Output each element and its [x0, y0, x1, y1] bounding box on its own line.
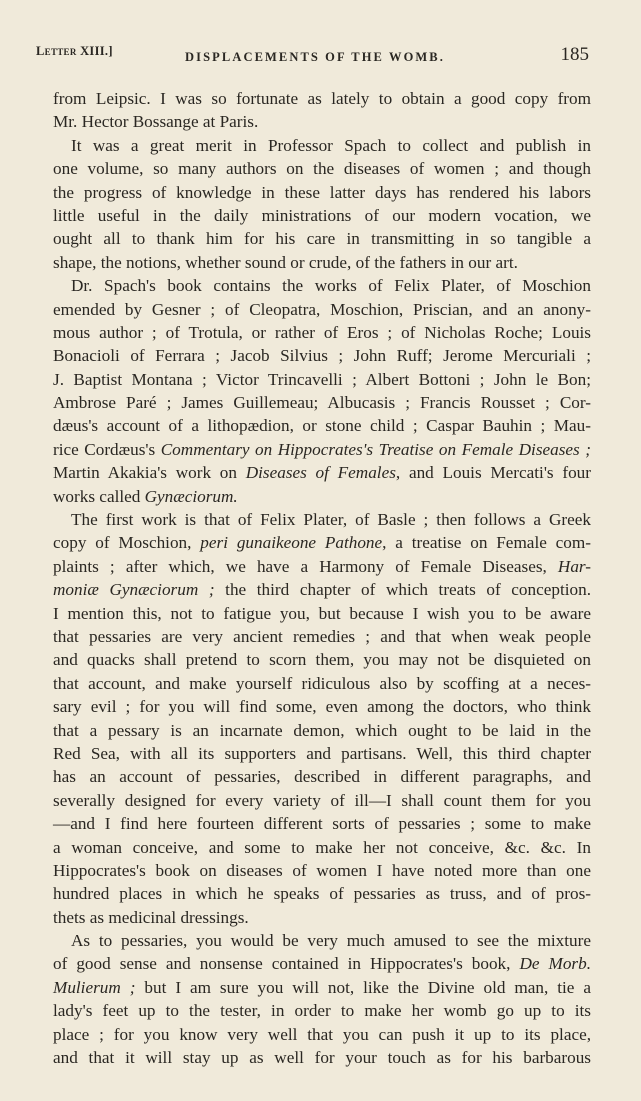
text-line: Martin Akakia's work on Diseases of Females, and Louis Mercati's four — [53, 463, 591, 483]
text-line: moniæ Gynæciorum ; the third chapter of which treats of conception. — [53, 580, 592, 600]
text-line: Dr. Spach's book contains the works of Felix Plater, of Moschion — [71, 276, 591, 296]
text-line: Ambrose Paré ; James Guillemeau; Albucasis ; Francis Rousset ; Cor- — [53, 393, 591, 413]
text-line: Mr. Hector Bossange at Paris. — [53, 112, 259, 132]
text-line: rice Cordæus's Commentary on Hippocrates's Treatise on Female Diseases ; — [53, 439, 591, 459]
chapter-marker: Letter XIII.] — [36, 44, 113, 58]
body-text — [53, 87, 591, 1069]
text-line: It was a great merit in Professor Spach to collect and publish in — [71, 135, 591, 155]
text-line: Red Sea, with all its supporters and partisans. Well, this third chapter — [53, 743, 591, 763]
text-line: As to pessaries, you would be very much amused to see the mixture — [71, 931, 591, 951]
text-line: the progress of knowledge in these latter days has rendered his labors — [53, 182, 591, 202]
text-line: J. Baptist Montana ; Victor Trincavelli ; Albert Bottoni ; John le Bon; — [53, 369, 591, 389]
text-line: little useful in the daily ministrations of our modern vocation, we — [53, 205, 591, 225]
text-line: Hippocrates's book on diseases of women I have noted more than one — [53, 860, 591, 880]
text-line: plaints ; after which, we have a Harmony of Female Diseases, Har- — [53, 556, 591, 576]
text-line: lady's feet up to the tester, in order to make her womb go up to its — [53, 1001, 591, 1021]
text-line: sary evil ; for you will find some, even among the doctors, who think — [53, 697, 591, 717]
text-line: Mulierum ; but I am sure you will not, like the Divine old man, tie a — [53, 977, 592, 997]
running-title: DISPLACEMENTS OF THE WOMB. — [185, 50, 445, 64]
page-number: 185 — [560, 44, 589, 65]
text-line: that a pessary is an incarnate demon, which ought to be laid in the — [53, 720, 591, 740]
text-line: thets as medicinal dressings. — [53, 907, 249, 927]
text-line: that pessaries are very ancient remedies ; and that when weak people — [53, 626, 591, 646]
text-line: place ; for you know very well that you can push it up to its place, — [53, 1024, 591, 1044]
text-line: has an account of pessaries, described in different paragraphs, and — [53, 767, 591, 787]
text-line: from Leipsic. I was so fortunate as lately to obtain a good copy from — [53, 89, 591, 108]
text-line: —and I find here fourteen different sorts of pessaries ; some to make — [53, 814, 591, 834]
text-line: and that it will stay up as well for your touch as for his barbarous — [53, 1048, 591, 1068]
text-line: of good sense and nonsense contained in Hippocrates's book, De Morb. — [53, 954, 591, 974]
text-line: ought all to thank him for his care in transmitting in so tangible a — [53, 229, 591, 249]
text-line: shape, the notions, whether sound or crude, of the fathers in our art. — [53, 252, 518, 272]
text-line: copy of Moschion, peri gunaikeone Pathone, a treatise on Female com- — [53, 533, 591, 553]
text-line: The first work is that of Felix Plater, of Basle ; then follows a Greek — [71, 510, 591, 530]
text-line: dæus's account of a lithopædion, or stone child ; Caspar Bauhin ; Mau- — [53, 416, 591, 436]
text-line: hundred places in which he speaks of pessaries as truss, and of pros- — [53, 884, 591, 904]
text-line: a woman conceive, and some to make her not conceive, &c. &c. In — [53, 837, 591, 857]
text-line: one volume, so many authors on the diseases of women ; and though — [53, 159, 591, 179]
text-line: severally designed for every variety of ill—I shall count them for you — [53, 790, 591, 810]
text-line: emended by Gesner ; of Cleopatra, Moschion, Priscian, and an anony- — [53, 299, 591, 319]
text-line: and quacks shall pretend to scorn them, you may not be disquieted on — [53, 650, 591, 670]
text-line: mous author ; of Trotula, or rather of Eros ; of Nicholas Roche; Louis — [53, 322, 591, 342]
text-line: Bonacioli of Ferrara ; Jacob Silvius ; John Ruff; Jerome Mercuriali ; — [53, 346, 591, 366]
text-line: that account, and make yourself ridiculous also by scoffing at a neces- — [53, 673, 591, 693]
text-line: works called Gynæciorum. — [53, 486, 238, 506]
text-line: I mention this, not to fatigue you, but because I wish you to be aware — [53, 603, 591, 623]
running-header — [36, 44, 589, 70]
